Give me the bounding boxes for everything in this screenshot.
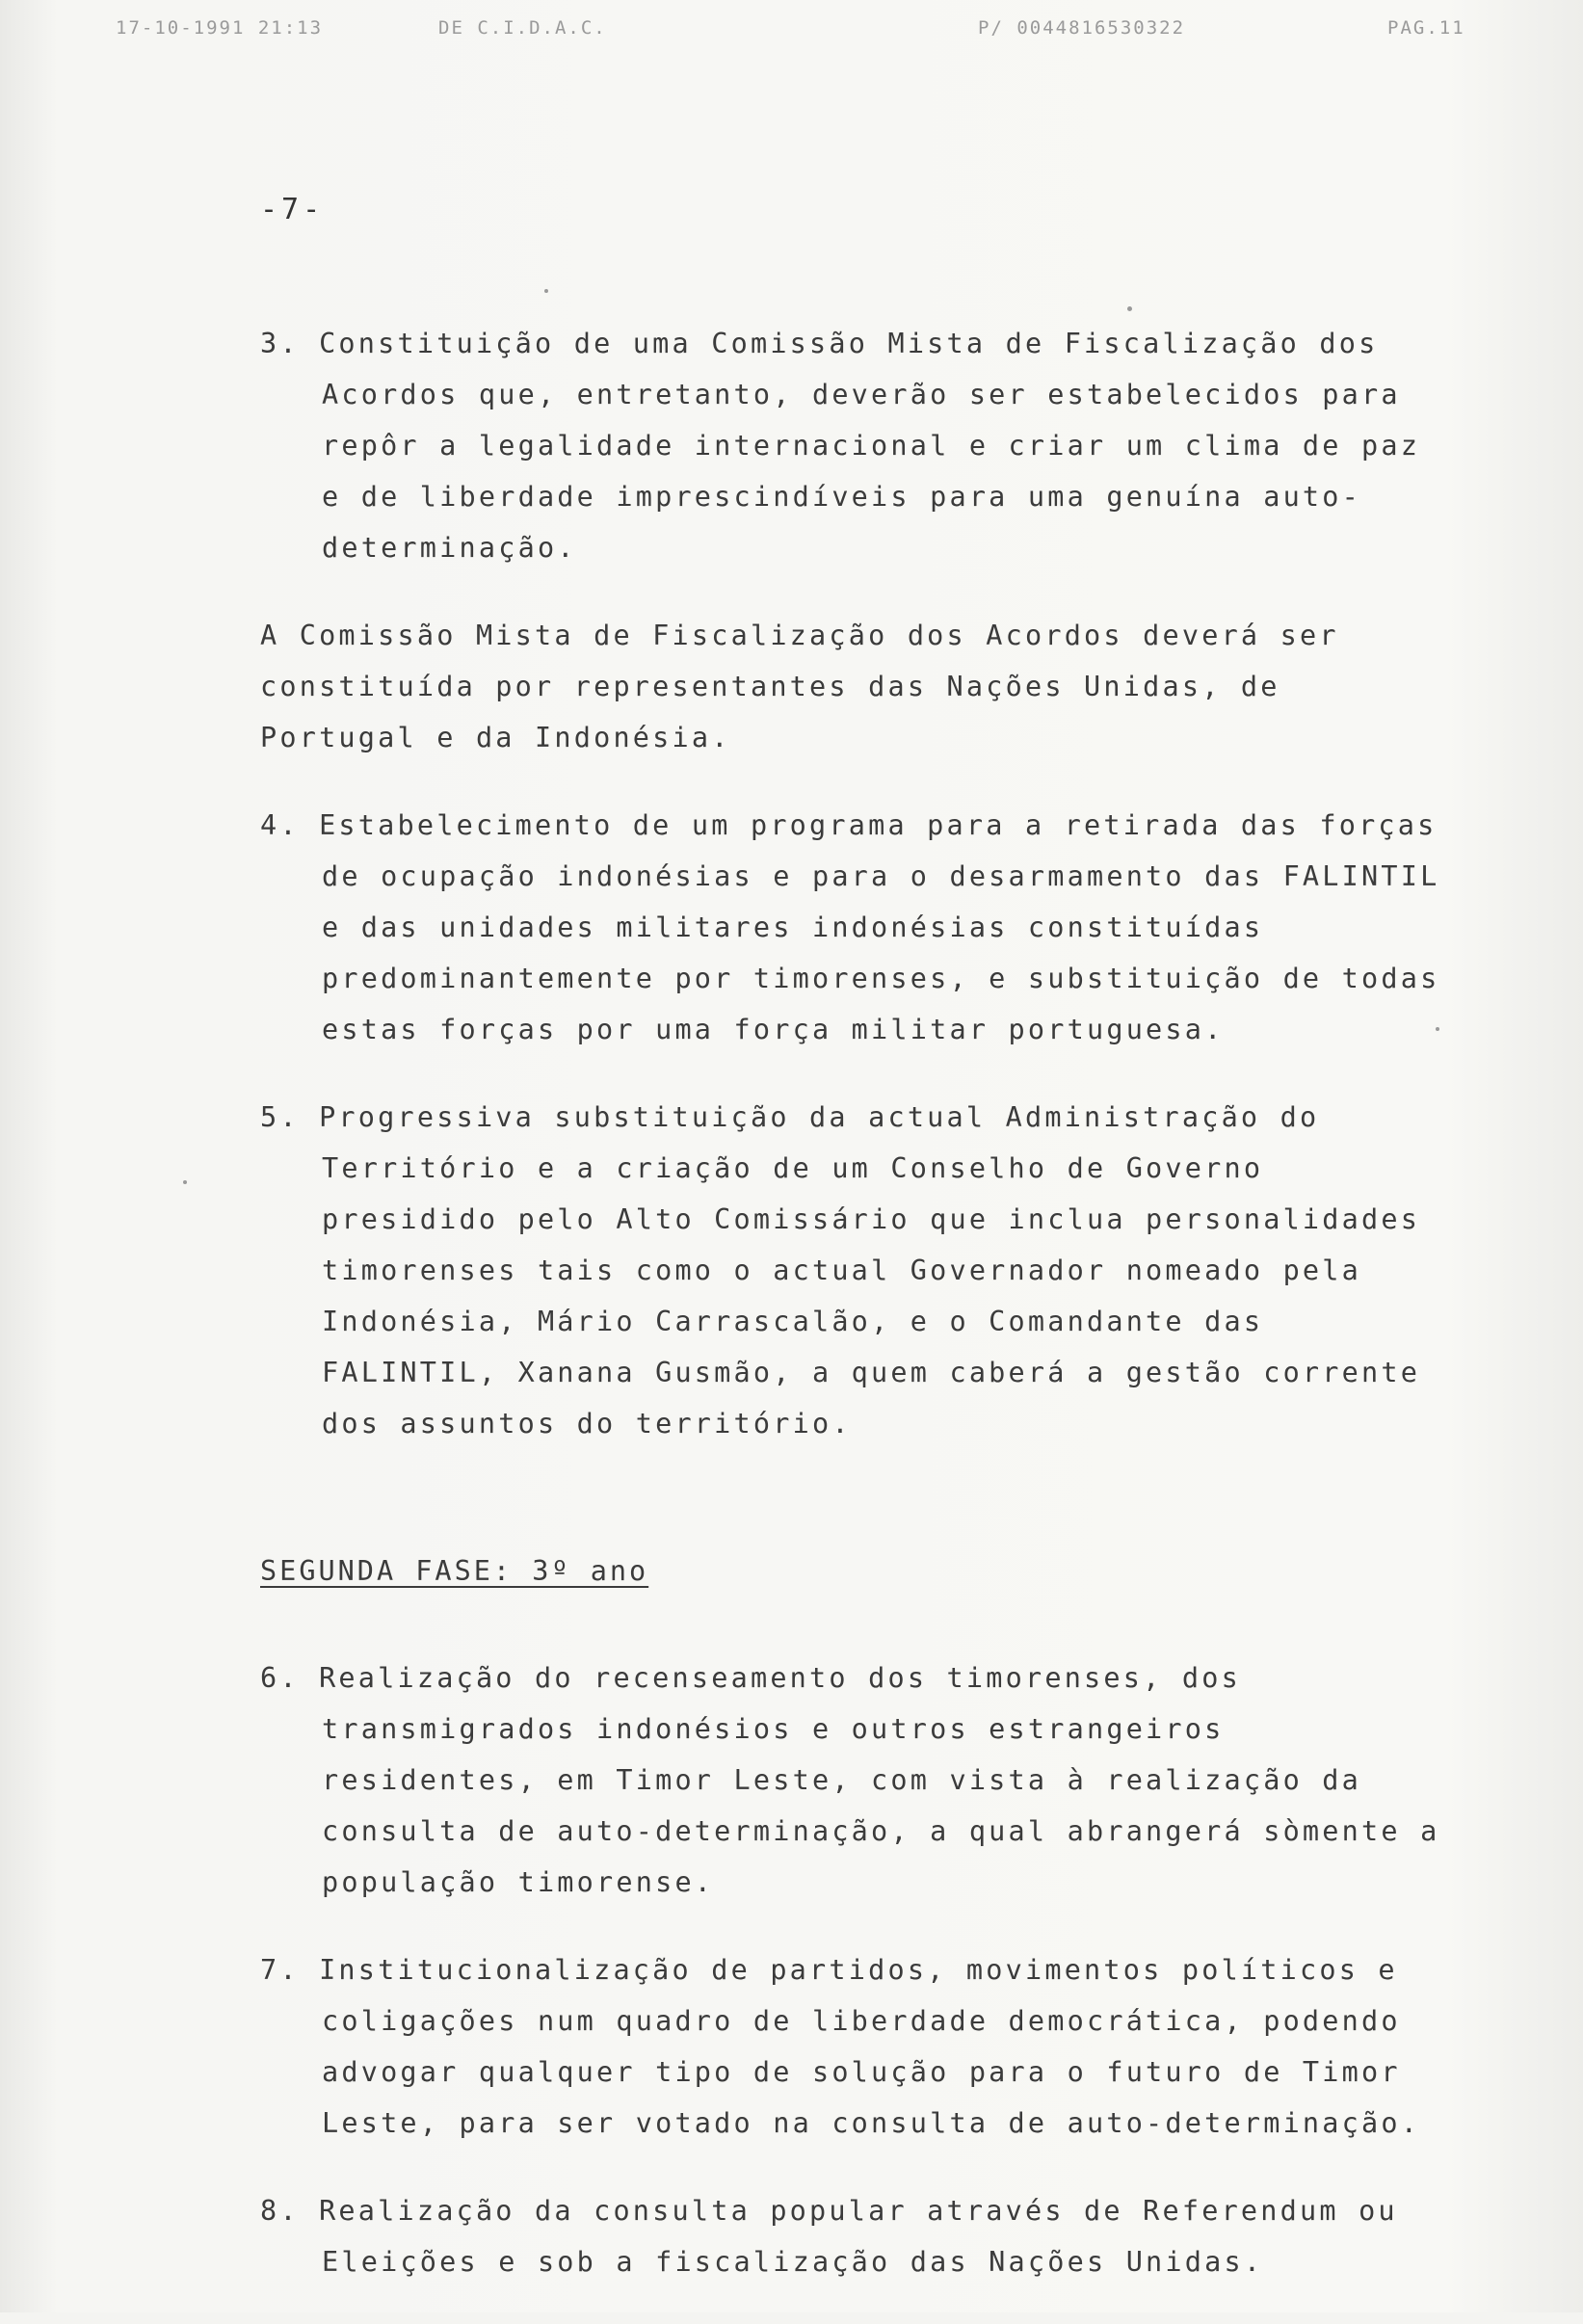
paragraph-item-8: 8. Realização da consulta popular através de Referendum ou Eleições e sob a fiscalização das Nações Unidas. [260, 2195, 1418, 2278]
scan-speck [1127, 306, 1132, 311]
paragraph-commission: A Comissão Mista de Fiscalização dos Acordos deverá ser constituída por representantes das Nações Unidas, de Portugal e da Indonésia. [260, 620, 1359, 753]
fax-transmission-header [58, 17, 1465, 46]
paragraph-item-4: 4. Estabelecimento de um programa para a retirada das forças de ocupação indonésias e para o desarmamento das FALINTIL e das unidades militares indonésias constituídas predominantemente por timorenses, e substituição de todas estas forças por uma força militar portuguesa. [260, 809, 1460, 1045]
paragraph-item-5: 5. Progressiva substituição da actual Administração do Território e a criação de um Conselho de Governo presidido pelo Alto Comissário que inclua personalidades timorenses tais como o actual Governador nomeado pela Indonésia, Mário Carrascalão, e o Comandante das FALINTIL, Xanana Gusmão, a quem caberá a gestão corrente dos assuntos do território. [260, 1101, 1440, 1439]
document-body [260, 318, 1460, 2324]
fax-number: P/ 0044816530322 [978, 17, 1186, 39]
fax-page: PAG.11 [1387, 17, 1465, 39]
paragraph-item-6: 6. Realização do recenseamento dos timorenses, dos transmigrados indonésios e outros estrangeiros residentes, em Timor Leste, com vista à realização da consulta de auto-determinação, a qual abrangerá sòmente a população timorense. [260, 1662, 1460, 1898]
fax-sender: DE C.I.D.A.C. [438, 17, 607, 39]
section-heading: SEGUNDA FASE: 3º ano [260, 1555, 649, 1587]
paragraph-item-3: 3. Constituição de uma Comissão Mista de Fiscalização dos Acordos que, entretanto, deverão ser estabelecidos para repôr a legalidade internacional e criar um clima de paz e de liberdade imprescindíveis para uma genuína auto-determinação. [260, 328, 1440, 564]
paragraph-item-7: 7. Institucionalização de partidos, movimentos políticos e coligações num quadro de liberdade democrática, podendo advogar qualquer tipo de solução para o futuro de Timor Leste, para ser votado na consulta de auto-determinação. [260, 1954, 1421, 2139]
fax-datetime: 17-10-1991 21:13 [116, 17, 324, 39]
page-number: -7- [260, 193, 325, 226]
scan-speck [183, 1180, 187, 1184]
scan-speck [1436, 1027, 1439, 1031]
scan-speck [544, 289, 548, 293]
